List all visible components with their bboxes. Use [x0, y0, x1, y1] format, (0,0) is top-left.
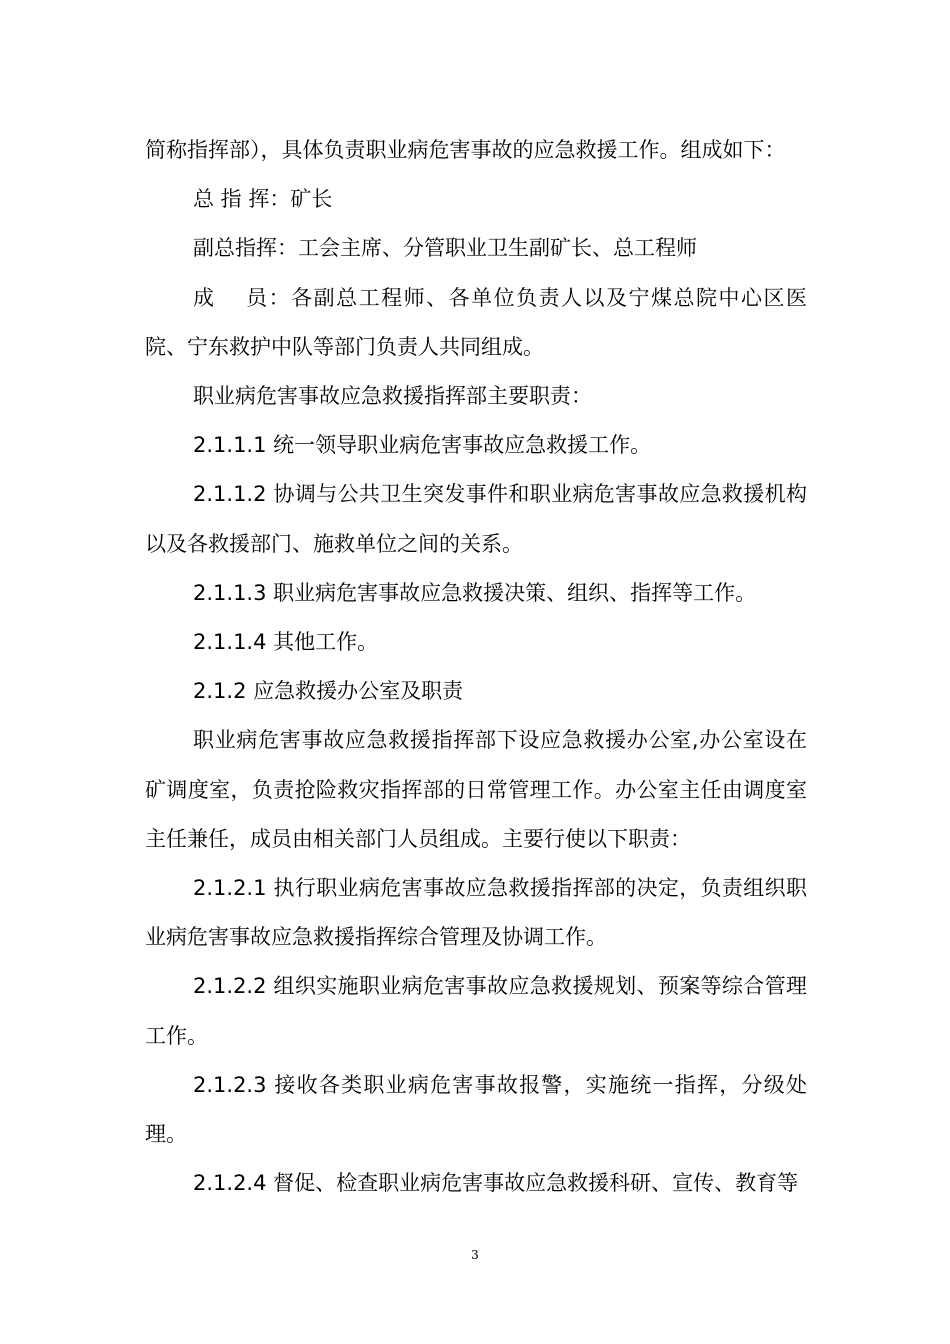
paragraph-members: 成 员：各副总工程师、各单位负责人以及宁煤总院中心区医院、宁东救护中队等部门负责人共同组成。 — [145, 285, 807, 359]
paragraph-duties-heading: 职业病危害事故应急救援指挥部主要职责： — [193, 384, 592, 409]
paragraph-2-1-1-4: 2.1.1.4 其他工作。 — [193, 630, 379, 655]
paragraph-2-1-2-3: 2.1.2.3 接收各类职业病危害事故报警，实施统一指挥，分级处理。 — [145, 1072, 807, 1147]
paragraph-2-1-2-4: 2.1.2.4 督促、检查职业病危害事故应急救援科研、宣传、教育等 — [193, 1171, 799, 1196]
paragraph-office-description: 职业病危害事故应急救援指挥部下设应急救援办公室,办公室设在矿调度室，负责抢险救灾指挥部的日常管理工作。办公室主任由调度室主任兼任，成员由相关部门人员组成。主要行使以下职责： — [145, 728, 807, 851]
section-heading-2-1-2: 2.1.2 应急救援办公室及职责 — [193, 679, 464, 704]
paragraph-2-1-1-2: 2.1.1.2 协调与公共卫生突发事件和职业病危害事故应急救援机构以及各救援部门、施救单位之间的关系。 — [145, 482, 807, 556]
page-number: 3 — [471, 1248, 479, 1262]
paragraph-commander: 总 指 挥：矿长 — [193, 187, 333, 212]
paragraph-command-intro: 简称指挥部），具体负责职业病危害事故的应急救援工作。组成如下： — [145, 138, 786, 162]
paragraph-2-1-2-2: 2.1.2.2 组织实施职业病危害事故应急救援规划、预案等综合管理工作。 — [145, 974, 807, 1048]
paragraph-2-1-2-1: 2.1.2.1 执行职业病危害事故应急救援指挥部的决定，负责组织职业病危害事故应急救援指挥综合管理及协调工作。 — [145, 876, 807, 950]
document-body — [145, 126, 807, 1208]
paragraph-2-1-1-1: 2.1.1.1 统一领导职业病危害事故应急救援工作。 — [193, 433, 652, 458]
paragraph-deputy-commander: 副总指挥：工会主席、分管职业卫生副矿长、总工程师 — [193, 236, 697, 261]
paragraph-2-1-1-3: 2.1.1.3 职业病危害事故应急救援决策、组织、指挥等工作。 — [193, 580, 757, 605]
